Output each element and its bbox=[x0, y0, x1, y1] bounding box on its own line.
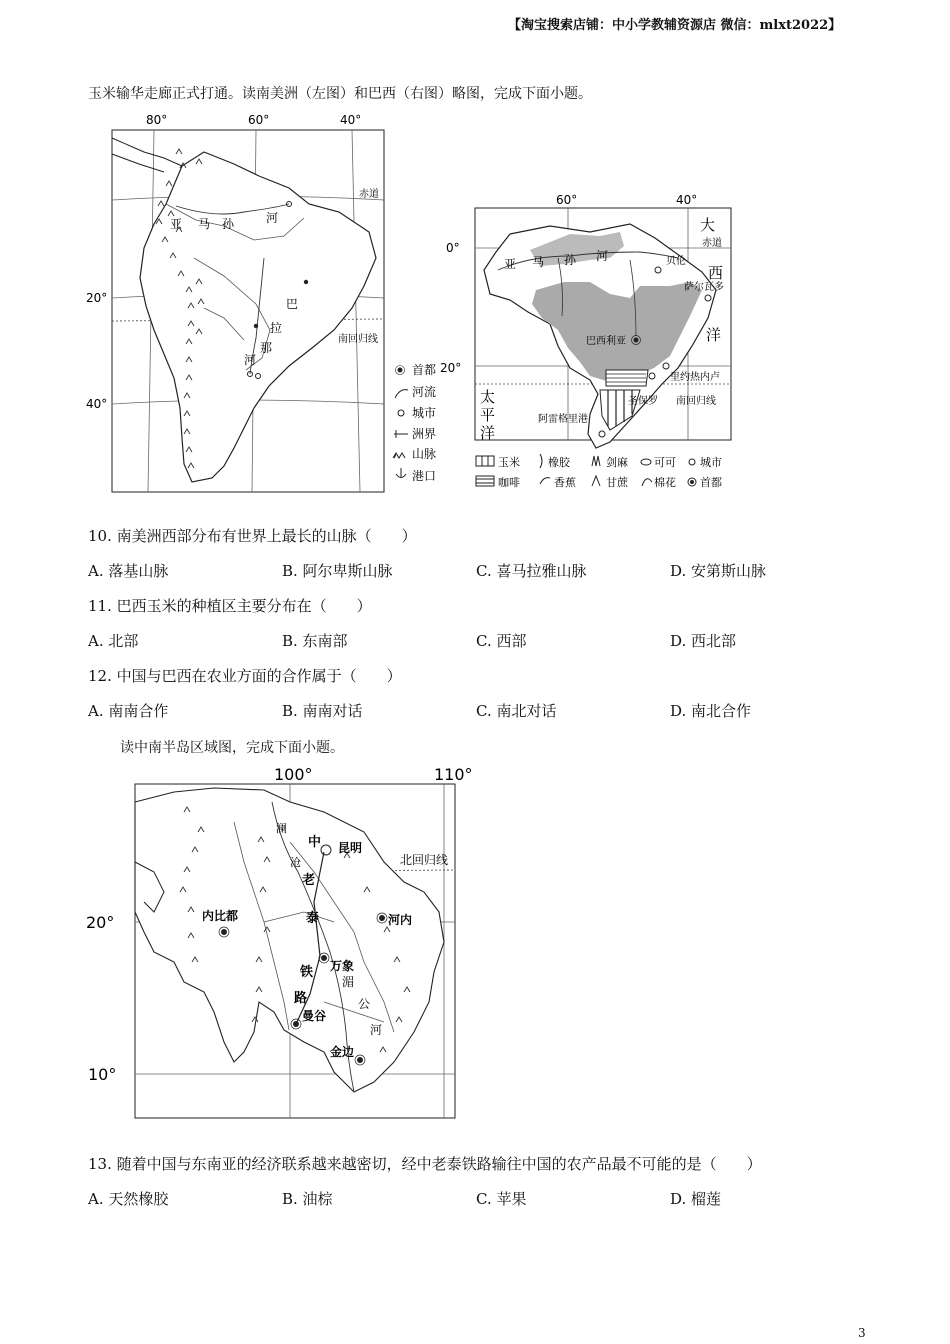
atlantic-char-1: 大 bbox=[700, 216, 716, 234]
amazon-char-2: 马 bbox=[198, 217, 211, 231]
mekong-char-2: 公 bbox=[358, 997, 371, 1011]
q10-option-a[interactable]: A. 落基山脉 bbox=[88, 562, 169, 580]
svg-text:甘蔗: 甘蔗 bbox=[606, 476, 628, 489]
parana-char-4: 河 bbox=[244, 353, 257, 367]
tropic-label: 南回归线 bbox=[338, 334, 378, 345]
city-phnom-penh: 金边 bbox=[330, 1045, 355, 1059]
parana-char-3: 那 bbox=[260, 341, 273, 355]
intro-text-indochina: 读中南半岛区域图，完成下面小题。 bbox=[120, 740, 344, 756]
pacific-char-1: 太 bbox=[480, 388, 496, 406]
amazon-char-1: 亚 bbox=[170, 217, 183, 231]
q11-option-d[interactable]: D. 西北部 bbox=[670, 632, 737, 650]
lat-20-label: 20° bbox=[86, 291, 108, 305]
indochina-map bbox=[84, 762, 484, 1122]
svg-text:城市: 城市 bbox=[700, 456, 722, 469]
lon-80-label: 80° bbox=[146, 113, 168, 127]
pacific-char-3: 洋 bbox=[480, 424, 496, 442]
svg-text:咖啡: 咖啡 bbox=[498, 476, 520, 489]
label-laos: 老 bbox=[302, 873, 316, 888]
amazon-char-3: 孙 bbox=[222, 217, 235, 231]
q10-option-b[interactable]: B. 阿尔卑斯山脉 bbox=[282, 562, 393, 580]
q12-option-a[interactable]: A. 南南合作 bbox=[88, 702, 169, 720]
brazil-lat-0: 0° bbox=[446, 241, 460, 255]
indo-lon-110: 110° bbox=[434, 765, 473, 784]
city-vientiane: 万象 bbox=[330, 959, 355, 973]
lat-40-label: 40° bbox=[86, 397, 108, 411]
brazil-equator-label: 赤道 bbox=[702, 238, 722, 249]
svg-text:港口: 港口 bbox=[412, 469, 437, 483]
lon-40-label: 40° bbox=[340, 113, 362, 127]
city-kunming: 昆明 bbox=[338, 841, 363, 855]
brazil-amazon-2: 马 bbox=[532, 255, 545, 269]
brazil-amazon-1: 亚 bbox=[504, 257, 517, 271]
parana-char-1: 巴 bbox=[286, 297, 299, 311]
brazil-amazon-4: 河 bbox=[596, 249, 609, 263]
brazil-lat-20: 20° bbox=[440, 361, 462, 375]
brazil-lon-40: 40° bbox=[676, 193, 698, 207]
lancang-char-1: 澜 bbox=[276, 822, 287, 835]
svg-text:洲界: 洲界 bbox=[412, 427, 437, 441]
svg-text:山脉: 山脉 bbox=[412, 447, 437, 461]
city-rio: 里约热内卢 bbox=[670, 372, 720, 383]
q11-option-a[interactable]: A. 北部 bbox=[88, 632, 139, 650]
page-number: 3 bbox=[858, 1326, 866, 1340]
equator-label: 赤道 bbox=[359, 189, 379, 200]
q12-option-d[interactable]: D. 南北合作 bbox=[670, 702, 752, 720]
label-thailand: 泰 bbox=[306, 911, 320, 926]
q12-option-c[interactable]: C. 南北对话 bbox=[476, 702, 557, 720]
svg-text:剑麻: 剑麻 bbox=[606, 456, 628, 469]
parana-char-2: 拉 bbox=[270, 321, 283, 335]
q11-option-b[interactable]: B. 东南部 bbox=[282, 632, 348, 650]
brazil-amazon-3: 孙 bbox=[564, 253, 577, 267]
svg-text:首都: 首都 bbox=[412, 363, 437, 377]
lon-60-label: 60° bbox=[248, 113, 270, 127]
city-belem: 贝伦 bbox=[666, 256, 686, 267]
city-naypyidaw: 内比都 bbox=[202, 909, 239, 923]
brazil-tropic-label: 南回归线 bbox=[676, 396, 716, 407]
mekong-char-3: 河 bbox=[370, 1023, 383, 1037]
q12-option-b[interactable]: B. 南南对话 bbox=[282, 702, 363, 720]
q10-option-d[interactable]: D. 安第斯山脉 bbox=[670, 562, 767, 580]
mekong-char-1: 湄 bbox=[342, 975, 355, 989]
svg-text:河流: 河流 bbox=[412, 385, 437, 399]
svg-text:首都: 首都 bbox=[700, 476, 722, 489]
brazil-legend bbox=[476, 454, 722, 489]
question-11-stem: 11. 巴西玉米的种植区主要分布在（ ） bbox=[88, 597, 372, 615]
atlantic-char-2: 西 bbox=[708, 264, 724, 282]
label-railway-1: 铁 bbox=[300, 965, 314, 980]
indo-lat-10: 10° bbox=[88, 1065, 117, 1084]
question-13-stem: 13. 随着中国与东南亚的经济联系越来越密切，经中老泰铁路输往中国的农产品最不可能的是（ ） bbox=[88, 1155, 762, 1173]
lancang-char-2: 沧 bbox=[290, 856, 301, 869]
atlantic-char-3: 洋 bbox=[706, 326, 722, 344]
city-sao-paulo: 圣保罗 bbox=[628, 396, 658, 407]
q13-option-b[interactable]: B. 油棕 bbox=[282, 1190, 333, 1208]
q13-option-c[interactable]: C. 苹果 bbox=[476, 1190, 527, 1208]
pacific-char-2: 平 bbox=[480, 406, 496, 424]
svg-text:橡胶: 橡胶 bbox=[548, 456, 570, 469]
city-hanoi: 河内 bbox=[388, 913, 413, 927]
page-header: 【淘宝搜索店铺：中小学教辅资源店 微信：mlxt2022】 bbox=[508, 18, 842, 33]
label-china: 中 bbox=[308, 835, 322, 850]
city-porto-alegre: 阿雷格里港 bbox=[538, 414, 588, 425]
question-10-stem: 10. 南美洲西部分布有世界上最长的山脉（ ） bbox=[88, 527, 417, 545]
label-railway-2: 路 bbox=[294, 991, 308, 1006]
svg-text:玉米: 玉米 bbox=[498, 456, 520, 469]
indo-lat-20: 20° bbox=[86, 913, 115, 932]
q13-option-d[interactable]: D. 榴莲 bbox=[670, 1190, 722, 1208]
brazil-map bbox=[440, 186, 752, 496]
svg-text:城市: 城市 bbox=[412, 406, 437, 420]
svg-text:可可: 可可 bbox=[654, 456, 676, 469]
brazil-lon-60: 60° bbox=[556, 193, 578, 207]
intro-text-south-america: 玉米输华走廊正式打通。读南美洲（左图）和巴西（右图）略图，完成下面小题。 bbox=[88, 86, 592, 102]
city-bangkok: 曼谷 bbox=[302, 1009, 327, 1023]
indo-lon-100: 100° bbox=[274, 765, 313, 784]
q13-option-a[interactable]: A. 天然橡胶 bbox=[88, 1190, 169, 1208]
city-brasilia: 巴西利亚 bbox=[586, 336, 626, 347]
svg-text:棉花: 棉花 bbox=[654, 476, 676, 489]
city-salvador: 萨尔瓦多 bbox=[684, 282, 724, 293]
question-12-stem: 12. 中国与巴西在农业方面的合作属于（ ） bbox=[88, 667, 402, 685]
svg-text:香蕉: 香蕉 bbox=[554, 476, 576, 489]
south-america-map bbox=[84, 108, 396, 496]
q10-option-c[interactable]: C. 喜马拉雅山脉 bbox=[476, 562, 587, 580]
q11-option-c[interactable]: C. 西部 bbox=[476, 632, 527, 650]
indo-tropic-label: 北回归线 bbox=[400, 853, 449, 867]
amazon-char-4: 河 bbox=[266, 211, 279, 225]
